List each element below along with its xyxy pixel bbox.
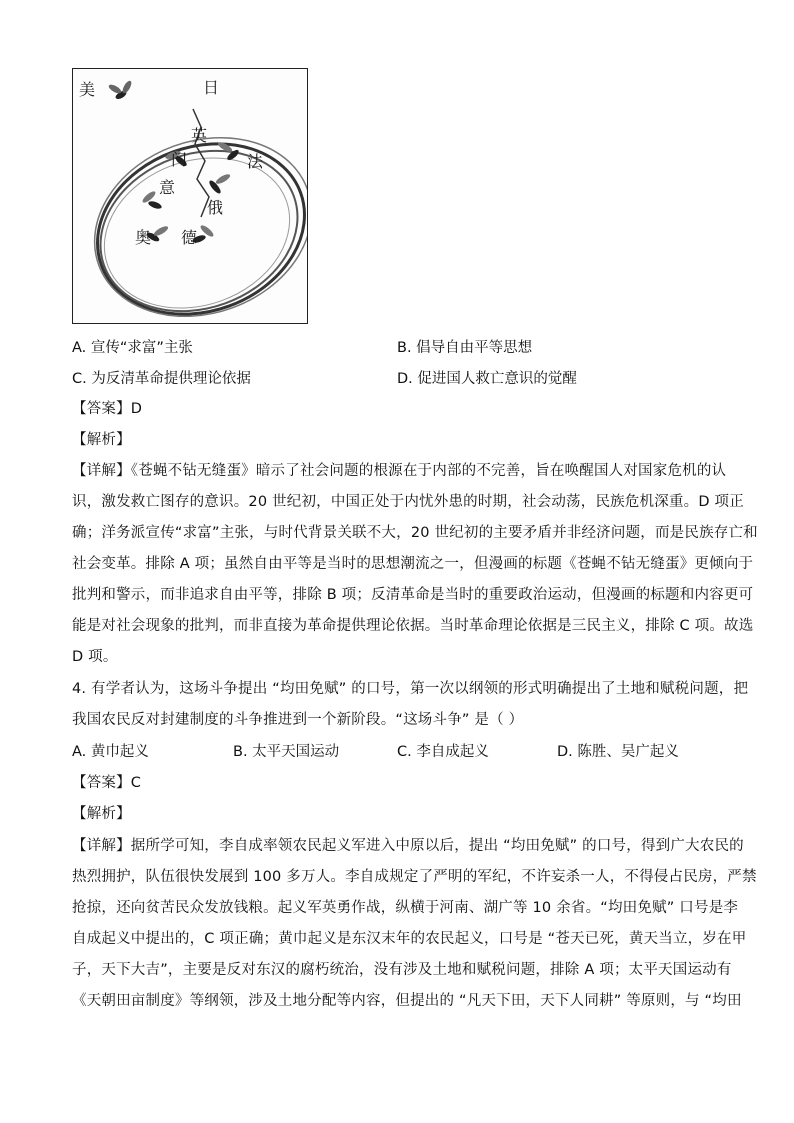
label-britain: 英 — [191, 126, 208, 145]
q4-answer: 【答案】C — [72, 775, 142, 791]
q4-option-b: B. 太平天国运动 — [233, 744, 340, 760]
q3-answer: 【答案】D — [72, 401, 143, 417]
q4-detail-line: 《天朝田亩制度》等纲领，涉及土地分配等内容，但提出的 “凡天下田，天下人同耕” 等原则，与 “均田 — [72, 993, 742, 1009]
label-france: 法 — [247, 152, 264, 171]
q3-detail-line: 批判和警示，而非追求自由平等，排除 B 项；反清革命是当时的重要政治运动，但漫画的标题和内容更可 — [72, 587, 754, 603]
q4-stem-line: 我国农民反对封建制度的斗争推进到一个新阶段。“这场斗争” 是（ ） — [72, 712, 524, 728]
q3-detail-line: 【详解】《苍蝇不钻无缝蛋》暗示了社会问题的根源在于内部的不完善，旨在唤醒国人对国家危机的认 — [72, 463, 727, 479]
label-us: 美 — [79, 80, 96, 99]
label-austria: 奥 — [135, 228, 152, 247]
q3-detail-line: D 项。 — [72, 649, 118, 665]
q3-option-d: D. 促进国人救亡意识的觉醒 — [397, 371, 577, 387]
q4-analysis-heading: 【解析】 — [72, 806, 131, 822]
label-partial: 门 — [171, 150, 188, 169]
fly-icon — [107, 79, 133, 100]
q3-detail-line: 识，激发救亡图存的意识。20 世纪初，中国正处于内忧外患的时期，社会动荡，民族危机深重。D 项正 — [72, 494, 744, 510]
label-germany: 德 — [181, 228, 198, 247]
q4-option-a: A. 黄巾起义 — [72, 744, 149, 760]
q3-detail-line: 社会变革。排除 A 项；虽然自由平等是当时的思想潮流之一，但漫画的标题《苍蝇不钻无缝蛋》更倾向于 — [72, 556, 754, 572]
q3-option-b: B. 倡导自由平等思想 — [397, 340, 533, 356]
q4-stem-line: 4. 有学者认为，这场斗争提出 “均田免赋” 的口号，第一次以纲领的形式明确提出了土地和赋税问题，把 — [72, 681, 749, 697]
q4-detail-line: 子，天下大吉”，主要是反对东汉的腐朽统治，没有涉及土地和赋税问题，排除 A 项；太平天国运动有 — [72, 962, 732, 978]
q3-option-c: C. 为反清革命提供理论依据 — [72, 371, 251, 387]
q3-detail-line: 能是对社会现象的批判，而非直接为革命提供理论依据。当时革命理论依据是三民主义，排除 C 项。故选 — [72, 618, 754, 634]
q4-detail-line: 【详解】据所学可知，李自成率领农民起义军进入中原以后，提出 “均田免赋” 的口号，得到广大农民的 — [72, 838, 744, 854]
q3-detail-line: 确；洋务派宣传“求富”主张，与时代背景关联不大，20 世纪初的主要矛盾并非经济问题，而是民族存亡和 — [72, 525, 758, 541]
q4-option-d: D. 陈胜、吴广起义 — [557, 744, 679, 760]
q4-detail-line: 热烈拥护，队伍很快发展到 100 多万人。李自成规定了严明的军纪，不许妄杀一人，不得侵占民房，严禁 — [72, 869, 757, 885]
q3-analysis-heading: 【解析】 — [72, 432, 131, 448]
q4-option-c: C. 李自成起义 — [397, 744, 489, 760]
cartoon-figure — [72, 68, 308, 324]
label-italy: 意 — [159, 178, 176, 197]
q3-option-a: A. 宣传“求富”主张 — [72, 340, 193, 356]
q4-detail-line: 抢掠，还向贫苦民众发放钱粮。起义军英勇作战，纵横于河南、湖广等 10 余省。“均田免赋” 口号是李 — [72, 900, 739, 916]
cracked-egg-drawing — [73, 69, 307, 323]
label-russia: 俄 — [207, 198, 224, 217]
q4-detail-line: 自成起义中提出的，C 项正确；黄巾起义是东汉末年的农民起义，口号是 “苍天已死，黄天当立，岁在甲 — [72, 931, 747, 947]
label-japan: 日 — [203, 78, 220, 97]
